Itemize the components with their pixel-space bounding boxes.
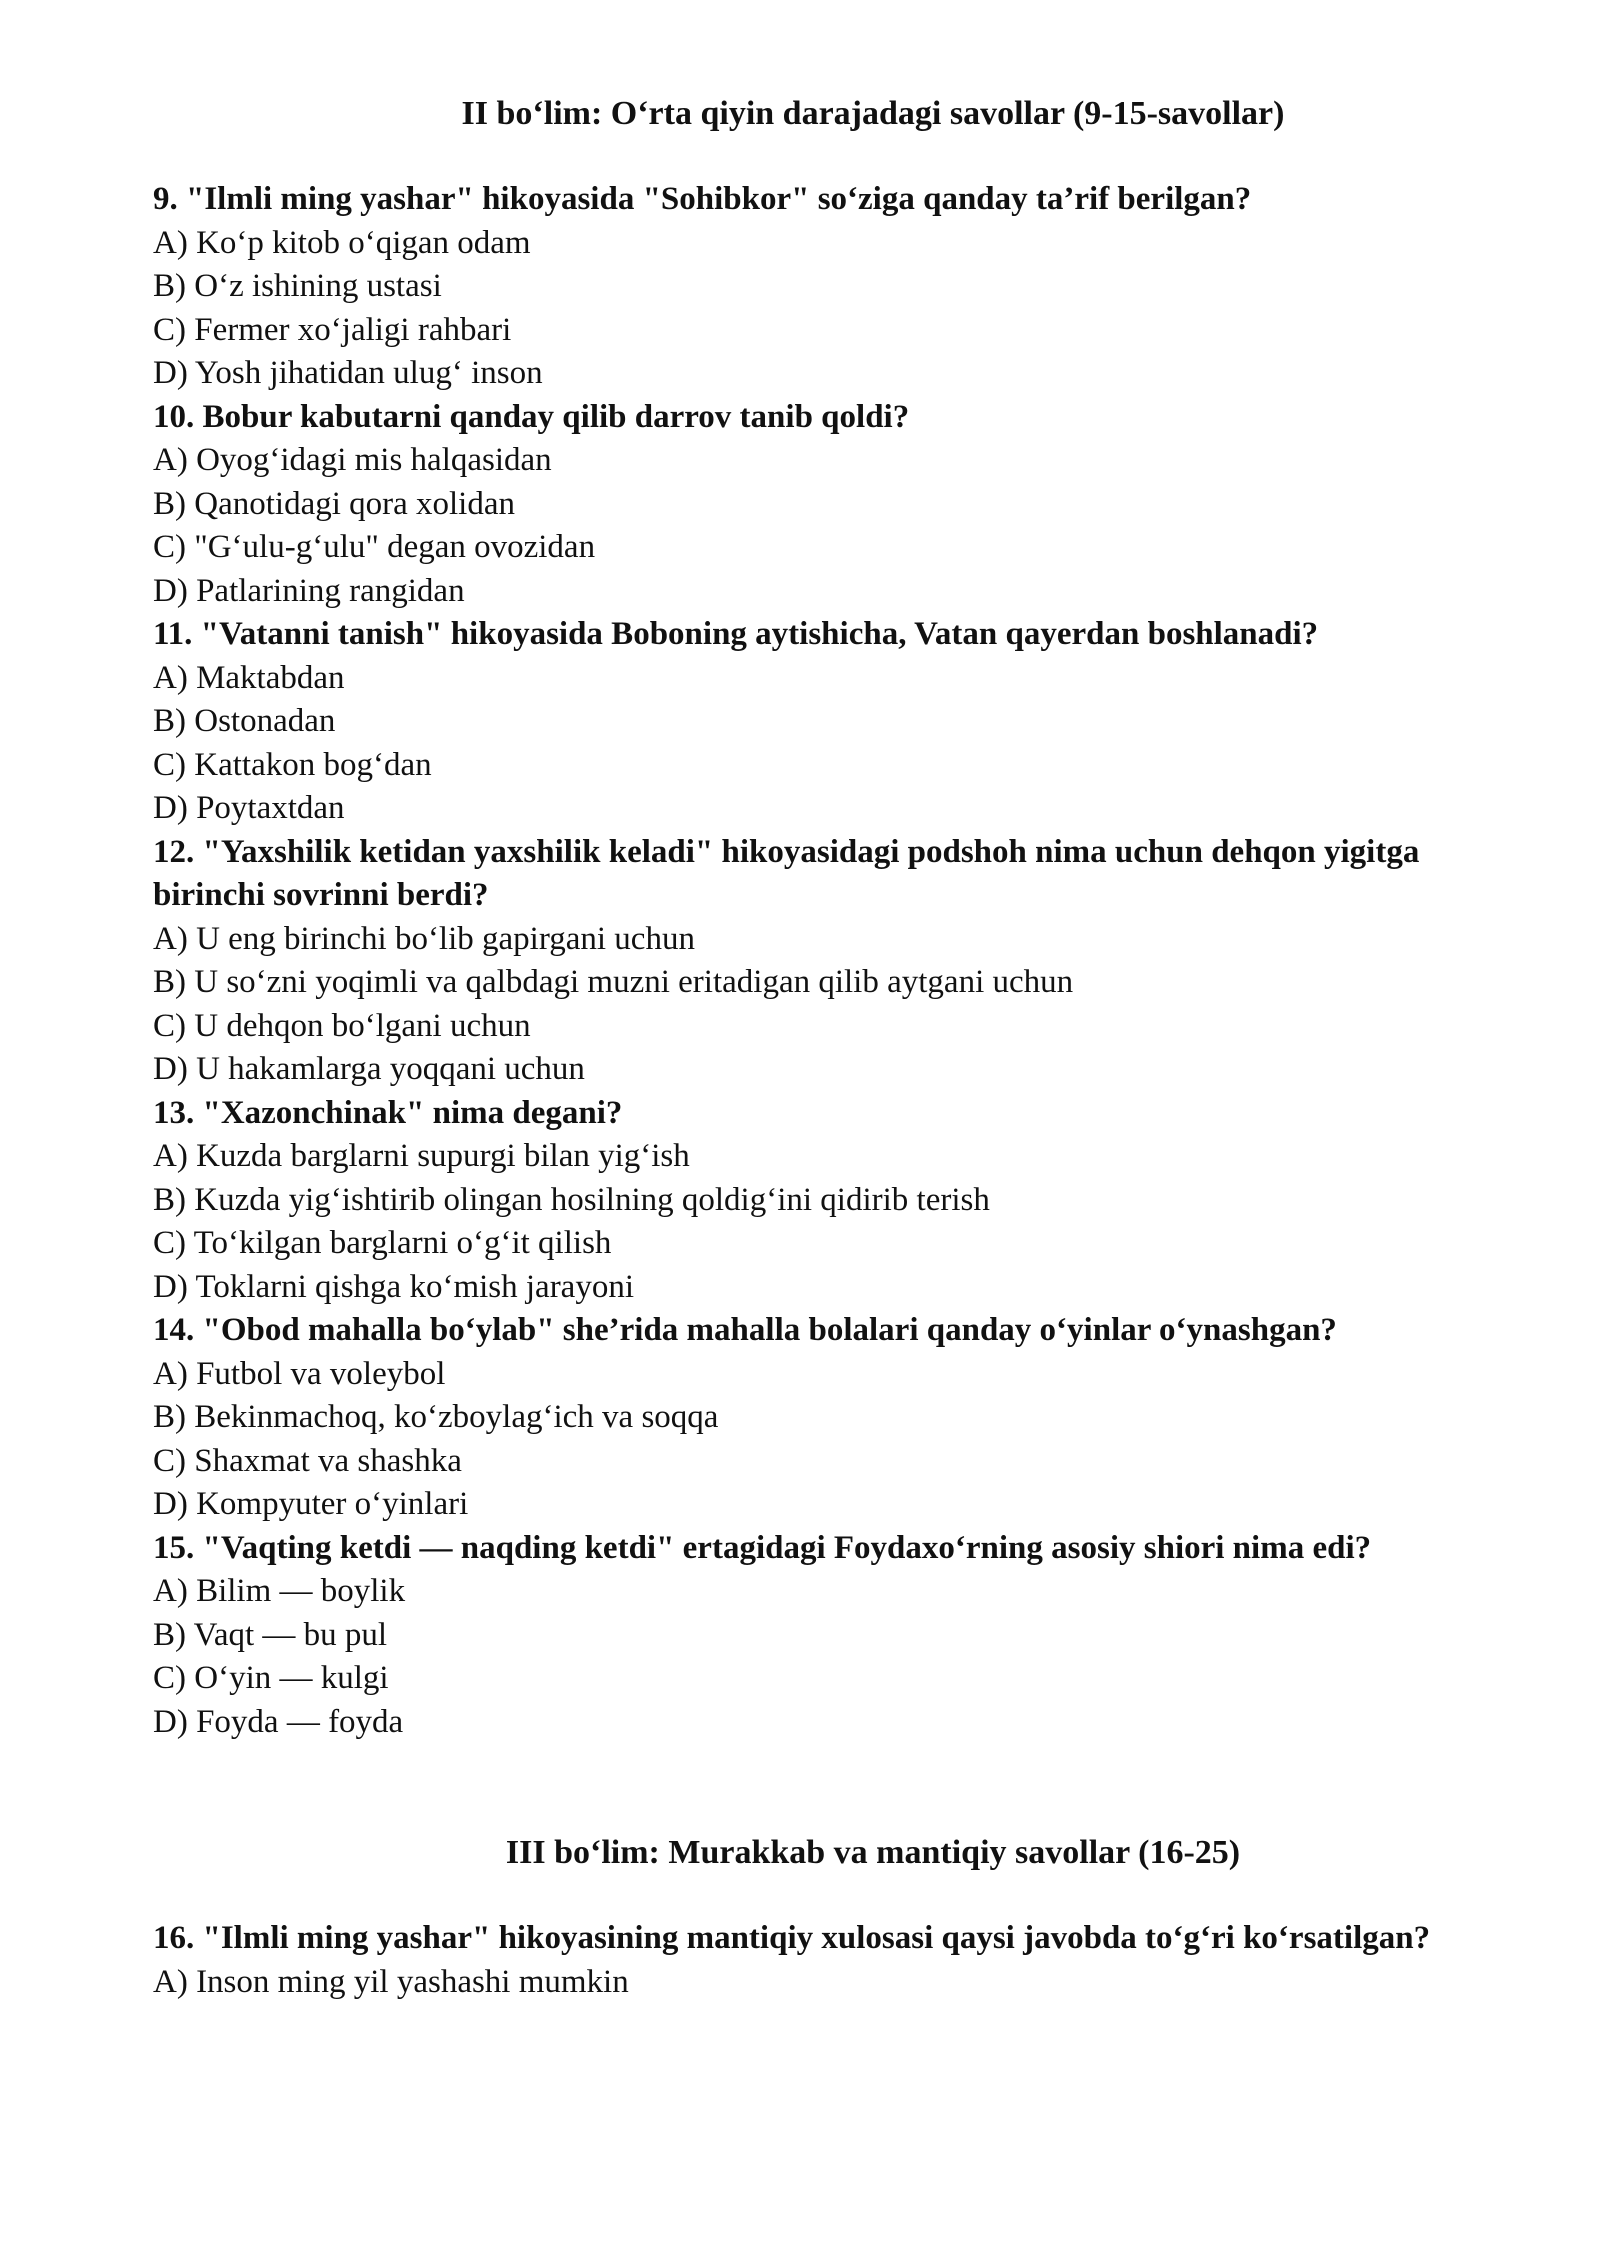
option-b: B) Kuzda yig‘ishtirib olingan hosilning qoldig‘ini qidirib terish [153, 1181, 990, 1218]
question-15 [153, 1527, 1523, 1745]
option-b: B) O‘z ishining ustasi [153, 268, 442, 304]
option-a: A) Maktabdan [153, 659, 345, 696]
option-c: C) O‘yin — kulgi [153, 1660, 389, 1696]
option-c: C) U dehqon bo‘lgani uchun [153, 1007, 531, 1044]
option-a: A) Inson ming yil yashashi mumkin [153, 1963, 629, 2000]
question-text: 9. "Ilmli ming yashar" hikoyasida "Sohibkor" so‘ziga qanday ta’rif berilgan? [153, 181, 1252, 217]
option-d: D) Kompyuter o‘yinlari [153, 1486, 469, 1522]
spacer [153, 136, 1523, 178]
option-b: B) Qanotidagi qora xolidan [153, 485, 516, 522]
question-text: 14. "Obod mahalla bo‘ylab" she’rida mahalla bolalari qanday o‘yinlar o‘ynashgan? [153, 1312, 1337, 1348]
question-text: 11. "Vatanni tanish" hikoyasida Boboning aytishicha, Vatan qayerdan boshlanadi? [153, 616, 1319, 652]
option-d: D) Poytaxtdan [153, 790, 345, 826]
option-a: A) Ko‘p kitob o‘qigan odam [153, 224, 531, 261]
option-a: A) Oyog‘idagi mis halqasidan [153, 442, 552, 478]
question-9 [153, 178, 1523, 396]
question-text: 12. "Yaxshilik ketidan yaxshilik keladi" hikoyasidagi podshoh nima uchun dehqon yigitga birinchi sovrinni berdi? [153, 833, 1420, 913]
option-d: D) U hakamlarga yoqqani uchun [153, 1051, 585, 1087]
question-text: 15. "Vaqting ketdi — naqding ketdi" ertagidagi Foydaxo‘rning asosiy shiori nima edi? [153, 1529, 1372, 1566]
option-b: B) Vaqt — bu pul [153, 1616, 388, 1653]
spacer [153, 1875, 1523, 1917]
option-a: A) Bilim — boylik [153, 1573, 406, 1609]
option-d: D) Patlarining rangidan [153, 572, 465, 609]
option-b: B) Ostonadan [153, 703, 336, 739]
question-13 [153, 1092, 1523, 1310]
question-text: 10. Bobur kabutarni qanday qilib darrov tanib qoldi? [153, 398, 910, 435]
section-title-2: II bo‘lim: O‘rta qiyin darajadagi savollar (9-15-savollar) [461, 95, 1285, 132]
question-text: 13. "Xazonchinak" nima degani? [153, 1094, 623, 1131]
question-16 [153, 1917, 1523, 2004]
document-page [153, 92, 1523, 2004]
question-text: 16. "Ilmli ming yashar" hikoyasining mantiqiy xulosasi qaysi javobda to‘g‘ri ko‘rsatilgan? [153, 1920, 1431, 1956]
question-11 [153, 613, 1523, 831]
question-12 [153, 831, 1523, 1092]
option-c: C) "G‘ulu-g‘ulu" degan ovozidan [153, 529, 596, 565]
option-d: D) Toklarni qishga ko‘mish jarayoni [153, 1268, 634, 1305]
section-title-3: III bo‘lim: Murakkab va mantiqiy savollar (16-25) [505, 1834, 1241, 1871]
option-a: A) Futbol va voleybol [153, 1355, 446, 1392]
option-b: B) Bekinmachoq, ko‘zboylag‘ich va soqqa [153, 1399, 719, 1435]
option-d: D) Yosh jihatidan ulug‘ inson [153, 355, 543, 391]
option-a: A) U eng birinchi bo‘lib gapirgani uchun [153, 920, 695, 957]
option-c: C) To‘kilgan barglarni o‘g‘it qilish [153, 1225, 612, 1261]
option-c: C) Shaxmat va shashka [153, 1442, 462, 1479]
option-c: C) Fermer xo‘jaligi rahbari [153, 311, 512, 348]
option-c: C) Kattakon bog‘dan [153, 746, 432, 783]
option-d: D) Foyda — foyda [153, 1703, 404, 1740]
section-spacer [153, 1744, 1523, 1831]
option-a: A) Kuzda barglarni supurgi bilan yig‘ish [153, 1138, 690, 1174]
option-b: B) U so‘zni yoqimli va qalbdagi muzni eritadigan qilib aytgani uchun [153, 964, 1074, 1000]
question-10 [153, 396, 1523, 614]
question-14 [153, 1309, 1523, 1527]
